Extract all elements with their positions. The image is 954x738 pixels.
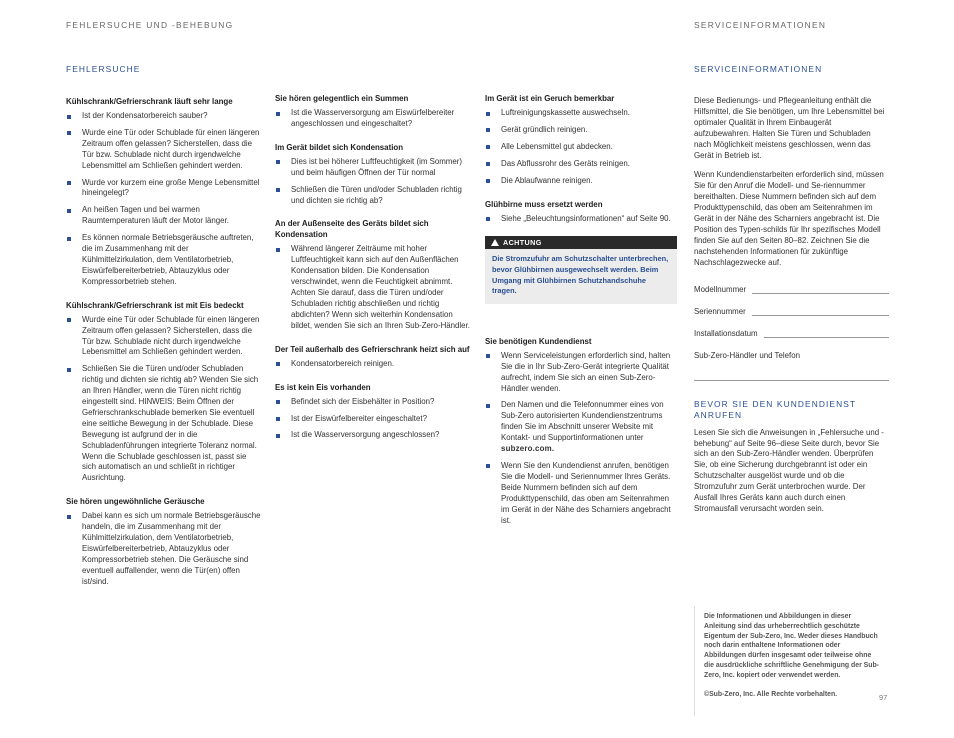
write-in-line xyxy=(752,307,889,316)
question-heading: Kühlschrank/Gefrierschrank ist mit Eis bedeckt xyxy=(66,300,244,310)
section-title-service-info: SERVICEINFORMATIONEN xyxy=(694,64,823,74)
list-item xyxy=(485,461,677,526)
bullet-square-icon xyxy=(67,131,71,135)
question-heading: Im Gerät bildet sich Kondensation xyxy=(275,142,404,152)
field-serial-number[interactable] xyxy=(694,307,889,316)
question-heading: Kühlschrank/Gefrierschrank läuft sehr lange xyxy=(66,97,233,106)
list-item-text: Wurde eine Tür oder Schublade für einen längeren Zeitraum offen gelassen? Sicherstellen, dass die Tür bzw. Schublade nicht durch irgendwelche Lebensmittel am Schließen gehindert werden. xyxy=(82,314,260,357)
answer-list xyxy=(485,108,677,187)
question-heading: Der Teil außerhalb des Gefrierschrank heizt sich auf xyxy=(275,344,470,354)
list-item-text: Dies ist bei höherer Luftfeuchtigkeit (im Sommer) und beim häufigen Öffnen der Tür normal xyxy=(291,156,463,177)
bullet-square-icon xyxy=(276,248,280,252)
list-item-text: Dabei kann es sich um normale Betriebsgeräusche handeln, die im Zusammenhang mit der Kühlmittelzirkulation, dem Ventilatorbetrieb, Eiswürfelbereiterbetrieb, Abtauzyklus oder Kompressorbetrieb stehen. Die Geräusche sind eventuell auffallender, wenn die Tür(en) offen ist/sind. xyxy=(82,511,261,586)
answer-list xyxy=(66,315,262,485)
list-item xyxy=(66,233,262,288)
service-paragraph-1: Diese Bedienungs- und Pflegeanleitung enthält die Hilfsmittel, die Sie benötigen, um Ihre Lebensmittel bei optimaler Qualität in Ihrem Einbaugerät aufzubewahren. Halten Sie Türen und Schubladen nach Möglichkeit meistens geschlossen, wenn das Gerät in Betrieb ist. xyxy=(694,96,885,160)
list-item xyxy=(485,142,677,153)
running-head-right: SERVICEINFORMATIONEN xyxy=(694,20,827,30)
service-paragraph-2: Wenn Kundendienstarbeiten erforderlich sind, müssen Sie für den Anruf die Modell- und Se-riennummer bereithalten. Diese Nummern befinden sich auf dem Produkttypenschild, das oben am Seitenrahmen im Gerät in der Nähe des Scharniers angebracht ist. Die Position des Typen-schilds für Ihr spezifisches Modell finden Sie auf den Seiten 80–82. Zeichnen Sie die nachstehenden Informationen für zukünftige Nachschlagezwecke auf. xyxy=(694,170,884,267)
warning-text: Die Stromzufuhr am Schutzschalter unterbrechen, bevor Glühbirnen ausgewechselt werden. Beim Umgang mit Glühbirnen Schutzhandschuhe tragen. xyxy=(492,254,669,296)
section-title-troubleshooting: FEHLERSUCHE xyxy=(66,64,141,74)
bullet-square-icon xyxy=(276,112,280,116)
answer-list xyxy=(66,511,262,587)
footer-divider xyxy=(694,606,695,716)
list-item xyxy=(485,108,677,119)
bullet-square-icon xyxy=(67,368,71,372)
field-installation-date[interactable] xyxy=(694,329,889,338)
field-label: Modellnummer xyxy=(694,284,747,294)
answer-list xyxy=(275,108,471,130)
bullet-square-icon xyxy=(486,464,490,468)
list-item-text: Den Namen und die Telefonnummer eines von Sub-Zero autorisierten Kundendienstzentrums finden Sie im Abschnitt unserer Website mit Kontakt- und Supportinformationen unter xyxy=(501,400,664,443)
write-in-line-dealer[interactable] xyxy=(694,380,889,381)
list-item-text: Alle Lebensmittel gut abdecken. xyxy=(501,141,613,151)
list-item-text: An heißen Tagen und bei warmen Raumtemperaturen läuft der Motor länger. xyxy=(82,205,229,226)
website-link[interactable]: subzero.com. xyxy=(501,444,555,454)
legal-text: Die Informationen und Abbildungen in dieser Anleitung sind das urheberrechtlich geschützte Eigentum der Sub-Zero, Inc. Weder dieses Handbuch noch darin enthaltene Informationen oder Abbildungen dürfen insgesamt oder teilweise ohne die ausdrückliche schriftliche Genehmigung der Sub-Zero, Inc. kopiert oder verwendet werden. xyxy=(704,613,879,679)
list-item-text: Schließen Sie die Türen und/oder Schubladen richtig und dichten sie richtig ab? Wenden Sie sich an Ihren Händler, wenn die Türen nicht richtig eingestellt sind. HINWEIS: Beim Öffnen der Gefrierschrankschublade bemerken Sie eventuell eine seitliche Bewegung in der Schublade. Diese Bewegung ist aufgrund der in die Schubladenführungen integrierte Toleranz normal. Wenn die Schublade geschlossen ist, passt sie sich automatisch an und schließt in richtiger Ausrichtung. xyxy=(82,364,259,483)
list-item xyxy=(275,414,471,425)
troubleshooting-list-2 xyxy=(275,93,471,441)
bullet-square-icon xyxy=(67,181,71,185)
column-troubleshooting-3 xyxy=(485,93,677,538)
warning-label: ACHTUNG xyxy=(503,238,542,248)
bullet-square-icon xyxy=(67,318,71,322)
column-troubleshooting xyxy=(66,64,262,600)
bullet-square-icon xyxy=(67,515,71,519)
list-item-text: Kondensatorbereich reinigen. xyxy=(291,358,395,368)
question-heading: Glühbirne muss ersetzt werden xyxy=(485,199,603,209)
question-heading: An der Außenseite des Geräts bildet sich Kondensation xyxy=(275,219,429,240)
write-in-line xyxy=(752,285,889,294)
copyright-text: ©Sub-Zero, Inc. Alle Rechte vorbehalten. xyxy=(704,690,838,698)
field-dealer-phone: Sub-Zero-Händler und Telefon xyxy=(694,350,801,360)
list-item-text: Schließen die Türen und/oder Schubladen richtig und dichten sie richtig ab? xyxy=(291,184,462,205)
list-item xyxy=(66,178,262,200)
list-item xyxy=(66,364,262,484)
list-item xyxy=(485,351,677,395)
list-item xyxy=(485,400,677,455)
bullet-square-icon xyxy=(67,209,71,213)
list-item-text: Das Abflussrohr des Geräts reinigen. xyxy=(501,158,630,168)
list-item xyxy=(485,214,677,225)
field-label: Seriennummer xyxy=(694,306,746,316)
legal-notice xyxy=(704,612,880,708)
list-item xyxy=(275,397,471,408)
question-heading: Sie hören gelegentlich ein Summen xyxy=(275,94,409,103)
before-calling-paragraph: Lesen Sie sich die Anweisungen in „Fehlersuche und -behebung“ auf Seite 96–diese Seite durch, bevor Sie sich an den Sub-Zero-Händler wenden. Überprüfen Sie, ob eine Sicherung durchgebrannt ist oder ein Schutzschalter ausgelöst wurde und ob die Stromzufuhr zum Gerät unterbrochen wurde. Der Ausfall Ihres Geräts kann auch durch einen Stromausfall verursacht worden sein. xyxy=(694,427,884,513)
list-item xyxy=(66,315,262,359)
list-item xyxy=(485,159,677,170)
answer-list xyxy=(485,214,677,225)
list-item xyxy=(275,244,471,331)
question-heading: Es ist kein Eis vorhanden xyxy=(275,382,371,392)
bullet-square-icon xyxy=(486,217,490,221)
page-number: 97 xyxy=(879,693,888,702)
answer-list xyxy=(275,157,471,207)
list-item xyxy=(485,176,677,187)
section-title-before-calling: BEVOR SIE DEN KUNDENDIENST ANRUFEN xyxy=(694,398,857,420)
list-item-text: Wenn Sie den Kundendienst anrufen, benötigen Sie die Modell- und Seriennummer Ihres Geräts. Beide Nummern befinden sich auf dem Produkttypenschild, das oben am Seitenrahmen im Gerät in der Nähe des Scharniers angebracht ist. xyxy=(501,460,671,525)
list-item xyxy=(275,430,471,441)
bullet-square-icon xyxy=(276,362,280,366)
bullet-square-icon xyxy=(486,179,490,183)
bullet-square-icon xyxy=(67,115,71,119)
list-item xyxy=(66,111,262,122)
list-item xyxy=(485,125,677,136)
list-item-text: Gerät gründlich reinigen. xyxy=(501,124,588,134)
list-item-text: Während längerer Zeiträume mit hoher Luftfeuchtigkeit kann sich auf den Außenflächen Kondensation bilden. Die Kondensation verschwindet, wenn die Feuchtigkeit abnimmt. Achten Sie darauf, dass die Türen und/oder Schubladen richtig abschließen und richtig abdichten? Wenn sich weiterhin Kondensation bildet, wenden Sie sich an Ihren Sub-Zero-Händler. xyxy=(291,244,470,330)
bullet-square-icon xyxy=(486,128,490,132)
bullet-square-icon xyxy=(486,404,490,408)
answer-list xyxy=(275,359,471,370)
warning-triangle-icon xyxy=(491,239,499,246)
list-item-text: Siehe „Beleuchtungsinformationen“ auf Seite 90. xyxy=(501,213,671,223)
warning-box xyxy=(485,236,677,303)
question-heading-service: Sie benötigen Kundendienst xyxy=(485,336,592,346)
bullet-square-icon xyxy=(67,237,71,241)
troubleshooting-list xyxy=(66,96,262,588)
list-item-text: Ist die Wasserversorgung am Eiswürfelbereiter angeschlossen und eingeschaltet? xyxy=(291,108,455,128)
bullet-square-icon xyxy=(276,434,280,438)
troubleshooting-list-3 xyxy=(485,93,677,224)
list-item-text: Ist der Kondensatorbereich sauber? xyxy=(82,111,208,120)
bullet-square-icon xyxy=(486,162,490,166)
bullet-square-icon xyxy=(486,112,490,116)
field-model-number[interactable] xyxy=(694,285,889,294)
list-item xyxy=(66,511,262,587)
question-heading: Im Gerät ist ein Geruch bemerkbar xyxy=(485,94,615,103)
list-item-text: Die Ablaufwanne reinigen. xyxy=(501,175,593,185)
list-item-text: Es können normale Betriebsgeräusche auftreten, die im Zusammenhang mit der Kühlmittelzirkulation, dem Ventilatorbetrieb, Eiswürfelbereiterbetrieb, Abtauzyklus oder Kompressorbetrieb stehen. xyxy=(82,233,254,286)
column-service-info xyxy=(694,64,889,524)
answer-list xyxy=(275,397,471,442)
running-head-left: FEHLERSUCHE UND -BEHEBUNG xyxy=(66,20,234,30)
list-item xyxy=(275,108,471,130)
list-item-text: Befindet sich der Eisbehälter in Position? xyxy=(291,396,435,406)
bullet-square-icon xyxy=(276,400,280,404)
list-item xyxy=(66,205,262,227)
warning-header xyxy=(485,236,677,249)
write-in-line xyxy=(764,329,889,338)
list-item-text: Wurde eine Tür oder Schublade für einen längeren Zeitraum offen gelassen? Sicherstellen, dass die Tür bzw. Schublade nicht durch irgendwelche Lebensmittel am Schließen gehindert werden. xyxy=(82,127,260,170)
list-item xyxy=(66,128,262,172)
list-item-text: Wenn Serviceleistungen erforderlich sind, halten Sie die in Ihr Sub-Zero-Gerät integrierte Qualität aufrecht, indem Sie sich an einen Sub-Zero-Händler wenden. xyxy=(501,350,671,393)
answer-list xyxy=(275,244,471,331)
bullet-square-icon xyxy=(486,145,490,149)
list-item xyxy=(275,359,471,370)
bullet-square-icon xyxy=(486,354,490,358)
bullet-square-icon xyxy=(276,417,280,421)
service-list xyxy=(485,351,677,527)
column-troubleshooting-2 xyxy=(275,93,471,453)
list-item-text: Ist der Eiswürfelbereiter eingeschaltet? xyxy=(291,413,427,423)
list-item-text: Wurde vor kurzem eine große Menge Lebensmittel hineingelegt? xyxy=(82,177,260,198)
list-item xyxy=(275,185,471,207)
bullet-square-icon xyxy=(276,160,280,164)
question-heading: Sie hören ungewöhnliche Geräusche xyxy=(66,497,205,507)
bullet-square-icon xyxy=(276,188,280,192)
field-label: Installationsdatum xyxy=(694,328,758,338)
list-item-text: Ist die Wasserversorgung angeschlossen? xyxy=(291,430,440,440)
list-item xyxy=(275,157,471,179)
list-item-text: Luftreinigungskassette auswechseln. xyxy=(501,108,630,117)
answer-list xyxy=(66,111,262,288)
